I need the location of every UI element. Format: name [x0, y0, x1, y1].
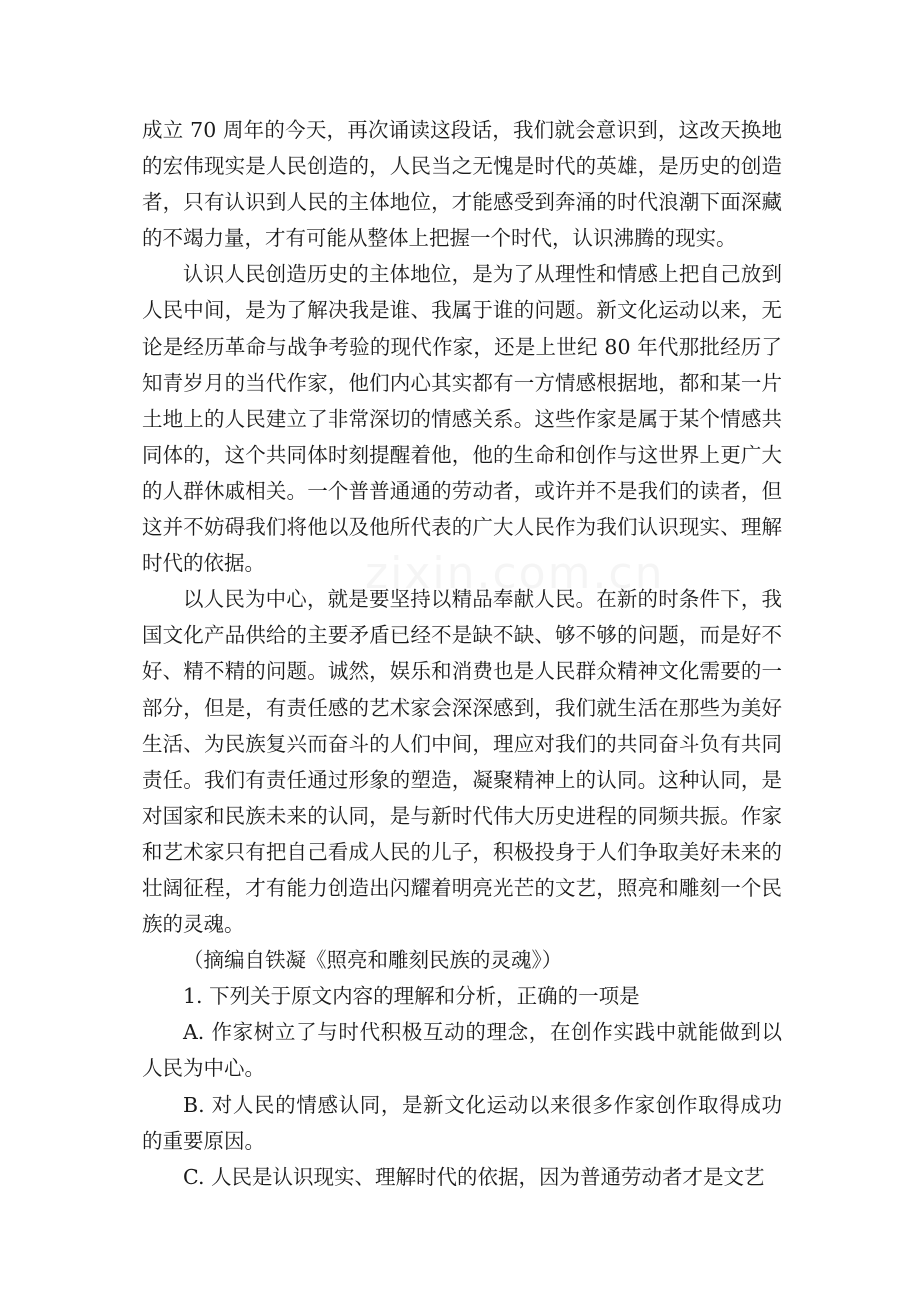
source-citation: （摘编自铁凝《照亮和雕刻民族的灵魂》）	[183, 948, 563, 973]
paragraph-1: 成立 70 周年的今天，再次诵读这段话，我们就会意识到，这改天换地的宏伟现实是人民创造的，人民当之无愧是时代的英雄，是历史的创造者，只有认识到人民的主体地位，才能感受到奔涌的时代浪潮下面深藏的不竭力量，才有可能从整体上把握一个时代，认识沸腾的现实。	[142, 118, 782, 251]
option-b: B. 对人民的情感认同，是新文化运动以来很多作家创作取得成功的重要原因。	[142, 1092, 782, 1153]
option-c: C. 人民是认识现实、理解时代的依据，因为普通劳动者才是文艺	[183, 1164, 765, 1189]
watermark: zixin.com.cn	[365, 548, 665, 599]
article-body	[142, 112, 782, 1195]
paragraph-3: 以人民为中心，就是要坚持以精品奉献人民。在新的时条件下，我国文化产品供给的主要矛盾已经不是缺不缺、够不够的问题，而是好不好、精不精的问题。诚然，娱乐和消费也是人民群众精神文化需要的一部分，但是，有责任感的艺术家会深深感到，我们就生活在那些为美好生活、为民族复兴而奋斗的人们中间，理应对我们的共同奋斗负有共同责任。我们有责任通过形象的塑造，凝聚精神上的认同。这种认同，是对国家和民族未来的认同，是与新时代伟大历史进程的同频共振。作家和艺术家只有把自己看成人民的儿子，积极投身于人们争取美好未来的壮阔征程，才有能力创造出闪耀着明亮光芒的文艺，照亮和雕刻一个民族的灵魂。	[142, 587, 782, 937]
option-a: A. 作家树立了与时代积极互动的理念，在创作实践中就能做到以人民为中心。	[142, 1020, 782, 1081]
paragraph-2: 认识人民创造历史的主体地位，是为了从理性和情感上把自己放到人民中间，是为了解决我是谁、我属于谁的问题。新文化运动以来，无论是经历革命与战争考验的现代作家，还是上世纪 80 年代那批经历了知青岁月的当代作家，他们内心其实都有一方情感根据地，都和某一片土地上的人民建立了非常深切的情感关系。这些作家是属于某个情感共同体的，这个共同体时刻提醒着他，他的生命和创作与这世界上更广大的人群休戚相关。一个普普通通的劳动者，或许并不是我们的读者，但这并不妨碍我们将他以及他所代表的广大人民作为我们认识现实、理解时代的依据。	[142, 262, 782, 576]
question-stem: 1. 下列关于原文内容的理解和分析，正确的一项是	[183, 984, 640, 1009]
